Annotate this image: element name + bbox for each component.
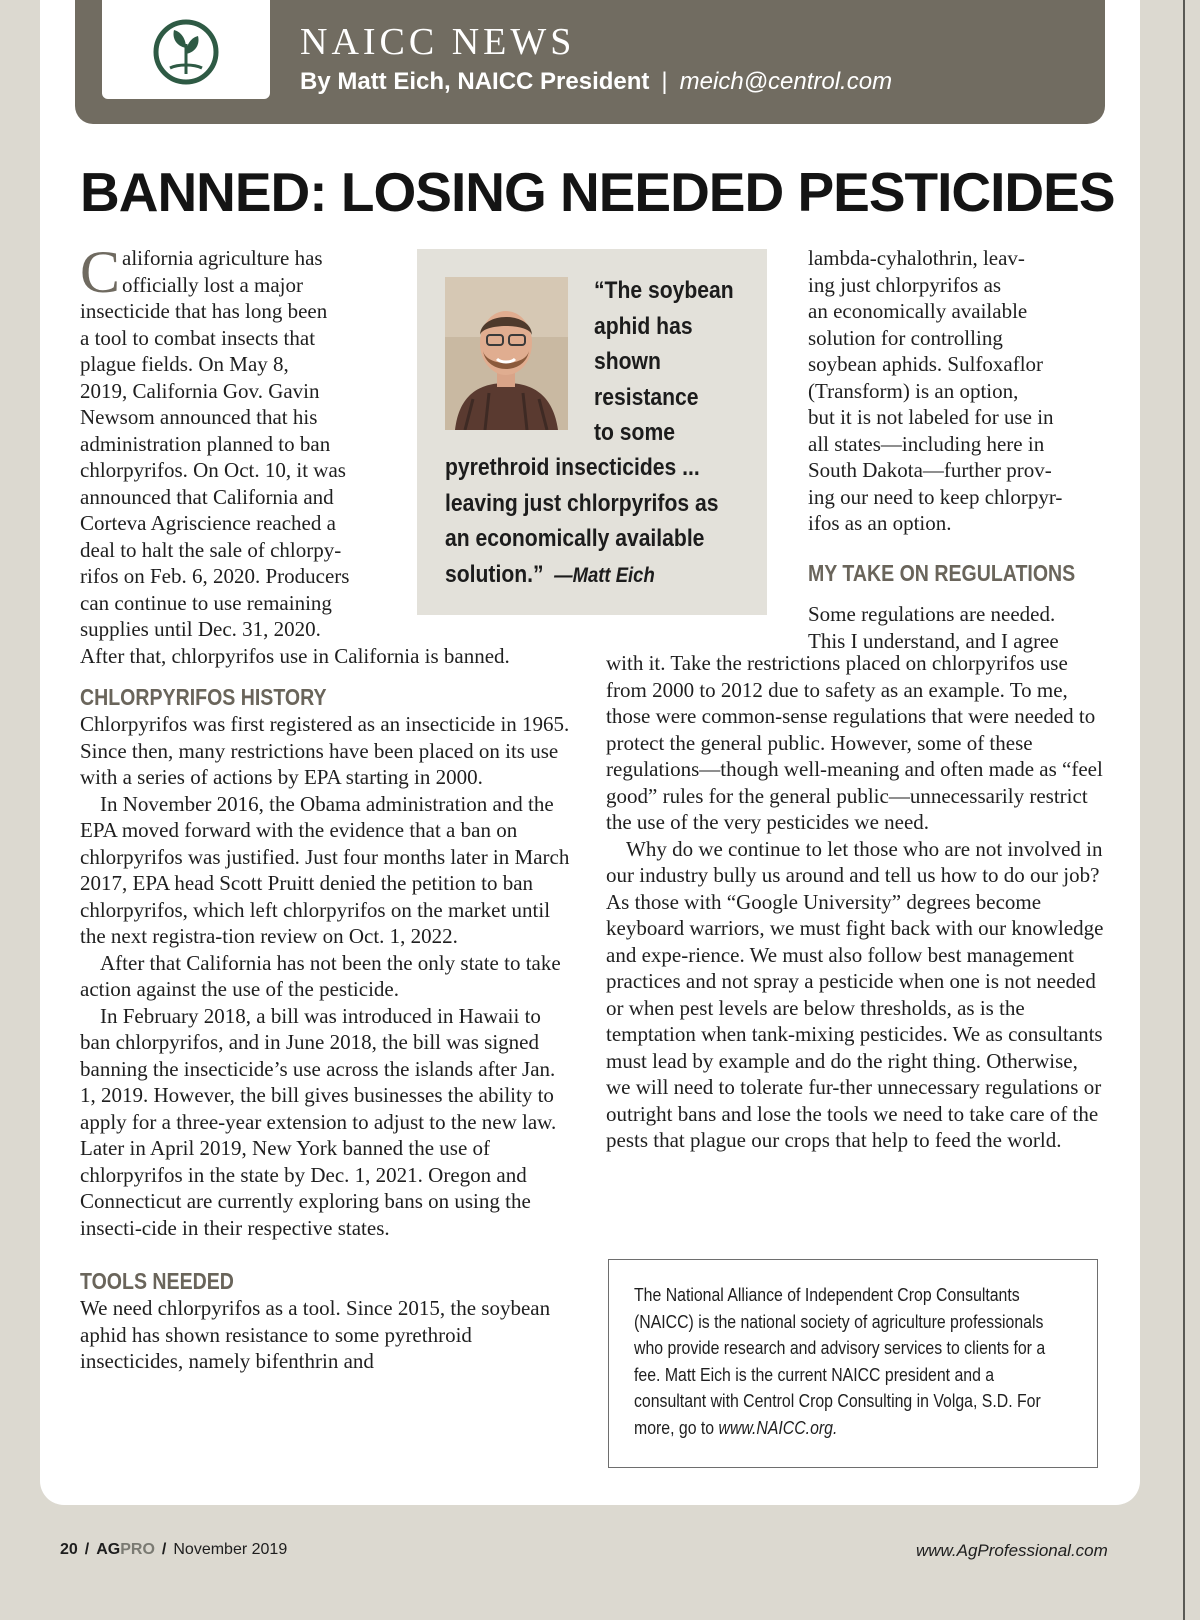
intro-line: Corteva Agriscience reached a bbox=[80, 511, 336, 535]
intro-line: supplies until Dec. 31, 2020. bbox=[80, 617, 321, 641]
logo-box bbox=[102, 0, 270, 99]
pull-quote-bottom bbox=[445, 450, 718, 593]
regulations-heading: MY TAKE ON REGULATIONS bbox=[808, 559, 1076, 586]
continuation-line: lambda-cyhalothrin, leav- bbox=[808, 246, 1025, 270]
regulations-body bbox=[606, 650, 1106, 1154]
tools-paragraph: We need chlorpyrifos as a tool. Since 2015, the soybean aphid has shown resistance to some pyrethroid insecticides, namely bifenthrin and bbox=[80, 1296, 551, 1373]
pull-quote-line: an economically available bbox=[445, 525, 705, 552]
history-paragraph: In February 2018, a bill was introduced in Hawaii to ban chlorpyrifos, and in June 2018, the bill was signed banning the insecticide’s use across the islands after Jan. 1, 2019. However, the bill gives businesses the ability to apply for a three-year extension to adjust to the new law. Later in April 2019, New York banned the use of chlorpyrifos in the state by Dec. 1, 2021. Oregon and Connecticut are currently exploring bans on using the insecti-cide in their respective states. bbox=[80, 1003, 557, 1240]
pull-quote-line: leaving just chlorpyrifos as bbox=[445, 489, 719, 517]
continuation-line: all states—including here in bbox=[808, 431, 1045, 456]
page-edge bbox=[1183, 0, 1185, 1620]
intro-line: rifos on Feb. 6, 2020. Producers bbox=[80, 564, 350, 588]
pull-quote-attribution: —Matt Eich bbox=[554, 563, 655, 587]
intro-line: can continue to use remaining bbox=[80, 590, 332, 615]
intro-last-line: After that, chlorpyrifos use in California is banned. bbox=[80, 643, 510, 668]
pull-quote-box bbox=[417, 249, 767, 615]
footer-separator: / bbox=[161, 1541, 167, 1558]
right-column-continuation bbox=[808, 245, 1108, 587]
about-text: The National Alliance of Independent Crop Consultants (NAICC) is the national society of agriculture professionals who provide research and advisory services to clients for a fee. Matt Eich is the current NAICC president and a consultant with Centrol Crop Consulting in Volga, S.D. For more, go to bbox=[634, 1285, 1046, 1438]
intro-line: announced that California and bbox=[80, 484, 334, 509]
tools-heading: TOOLS NEEDED bbox=[80, 1268, 234, 1294]
intro-line: 2019, California Gov. Gavin bbox=[80, 378, 320, 403]
intro-line: plague fields. On May 8, bbox=[80, 352, 289, 376]
pull-quote-top: “The soybean aphid has shown resistance to some bbox=[594, 277, 734, 446]
pull-quote-line: solution.” bbox=[445, 560, 544, 588]
intro-line: a tool to combat insects that bbox=[80, 325, 316, 350]
regulations-line: Some regulations are needed. bbox=[808, 602, 1056, 626]
author-email-link[interactable]: meich@centrol.com bbox=[679, 68, 893, 95]
byline bbox=[300, 68, 892, 96]
continuation-line: an economically available bbox=[808, 299, 1028, 323]
byline-separator: | bbox=[661, 68, 668, 95]
issue-date: November 2019 bbox=[173, 1541, 288, 1558]
footer-website-link[interactable]: www.AgProfessional.com bbox=[916, 1541, 1108, 1560]
intro-line: officially lost a major bbox=[122, 272, 304, 297]
page-number: 20 bbox=[60, 1541, 78, 1558]
regulations-paragraph: Why do we continue to let those who are not involved in our industry bully us around and tell us how to do our job? As those with “Google University” degrees become keyboard warriors, we must fight back with our knowledge and expe-rience. We must also follow best management practices and not spray a pesticide when one is not needed or when pest levels are below thresholds, as is the temptation when tank-mixing pesticides. We as consultants must lead by example and do the right thing. Otherwise, we will need to tolerate fur-ther unnecessary regulations or outright bans and lose the tools we need to take care of the pests that plague our crops that help to feed the world. bbox=[606, 836, 1104, 1152]
naicc-logo-icon bbox=[152, 18, 220, 86]
intro-line: alifornia agriculture has bbox=[122, 246, 323, 270]
continuation-line: ing our need to keep chlorpyr- bbox=[808, 484, 1063, 509]
naicc-website-link[interactable]: www.NAICC.org. bbox=[718, 1417, 838, 1438]
publication-name bbox=[96, 1541, 155, 1558]
footer-folio bbox=[60, 1541, 287, 1559]
intro-line: Newsom announced that his bbox=[80, 405, 318, 429]
continuation-line: ing just chlorpyrifos as bbox=[808, 272, 1002, 297]
about-naicc-text bbox=[634, 1282, 1048, 1441]
continuation-line: South Dakota—further prov- bbox=[808, 458, 1052, 482]
regulations-line: This I understand, and I agree bbox=[808, 628, 1059, 653]
continuation-line: solution for controlling bbox=[808, 325, 1003, 350]
regulations-narrow bbox=[808, 601, 1108, 654]
continuation-line: soybean aphids. Sulfoxaflor bbox=[808, 352, 1044, 376]
about-naicc-box bbox=[608, 1259, 1098, 1468]
publication-pro: PRO bbox=[120, 1541, 155, 1558]
footer-separator: / bbox=[84, 1541, 90, 1558]
section-title: NAICC NEWS bbox=[300, 21, 576, 63]
pull-quote-line: pyrethroid insecticides ... bbox=[445, 454, 700, 481]
publication-ag: AG bbox=[96, 1541, 121, 1558]
history-paragraph: Chlorpyrifos was first registered as an insecticide in 1965. Since then, many restrictions have been placed on its use with a series of actions by EPA starting in 2000. bbox=[80, 712, 570, 789]
history-paragraph: After that California has not been the only state to take action against the use of the pesticide. bbox=[80, 950, 561, 1001]
intro-line: deal to halt the sale of chlorpy- bbox=[80, 537, 342, 562]
continuation-line: (Transform) is an option, bbox=[808, 378, 1019, 403]
history-paragraph: In November 2016, the Obama administration and the EPA moved forward with the evidence that a ban on chlorpyrifos was justified. Just four months later in March 2017, EPA head Scott Pruitt denied the petition to ban chlorpyrifos, which left chlorpyrifos on the market until the next registra-tion review on Oct. 1, 2022. bbox=[80, 791, 570, 948]
regulations-paragraph: with it. Take the restrictions placed on chlorpyrifos use from 2000 to 2012 due to safety as an example. To me, those were common-sense regulations that were needed to protect the general public. However, some of these regulations—though well-meaning and often made as “feel good” rules for the general public—unnecessarily restrict the use of the very pesticides we need. bbox=[606, 651, 1103, 834]
continuation-line: but it is not labeled for use in bbox=[808, 405, 1054, 429]
article-headline: BANNED: LOSING NEEDED PESTICIDES bbox=[80, 161, 1115, 223]
author-name: By Matt Eich, NAICC President bbox=[300, 68, 650, 95]
intro-line: chlorpyrifos. On Oct. 10, it was bbox=[80, 458, 346, 482]
intro-paragraph bbox=[80, 239, 400, 643]
drop-cap: C bbox=[80, 239, 121, 305]
intro-line: administration planned to ban bbox=[80, 431, 331, 456]
author-photo bbox=[445, 277, 568, 430]
intro-line: insecticide that has long been bbox=[80, 299, 328, 323]
continuation-line: ifos as an option. bbox=[808, 511, 952, 535]
pull-quote-last-line bbox=[445, 557, 718, 594]
history-heading: CHLORPYRIFOS HISTORY bbox=[80, 684, 327, 710]
